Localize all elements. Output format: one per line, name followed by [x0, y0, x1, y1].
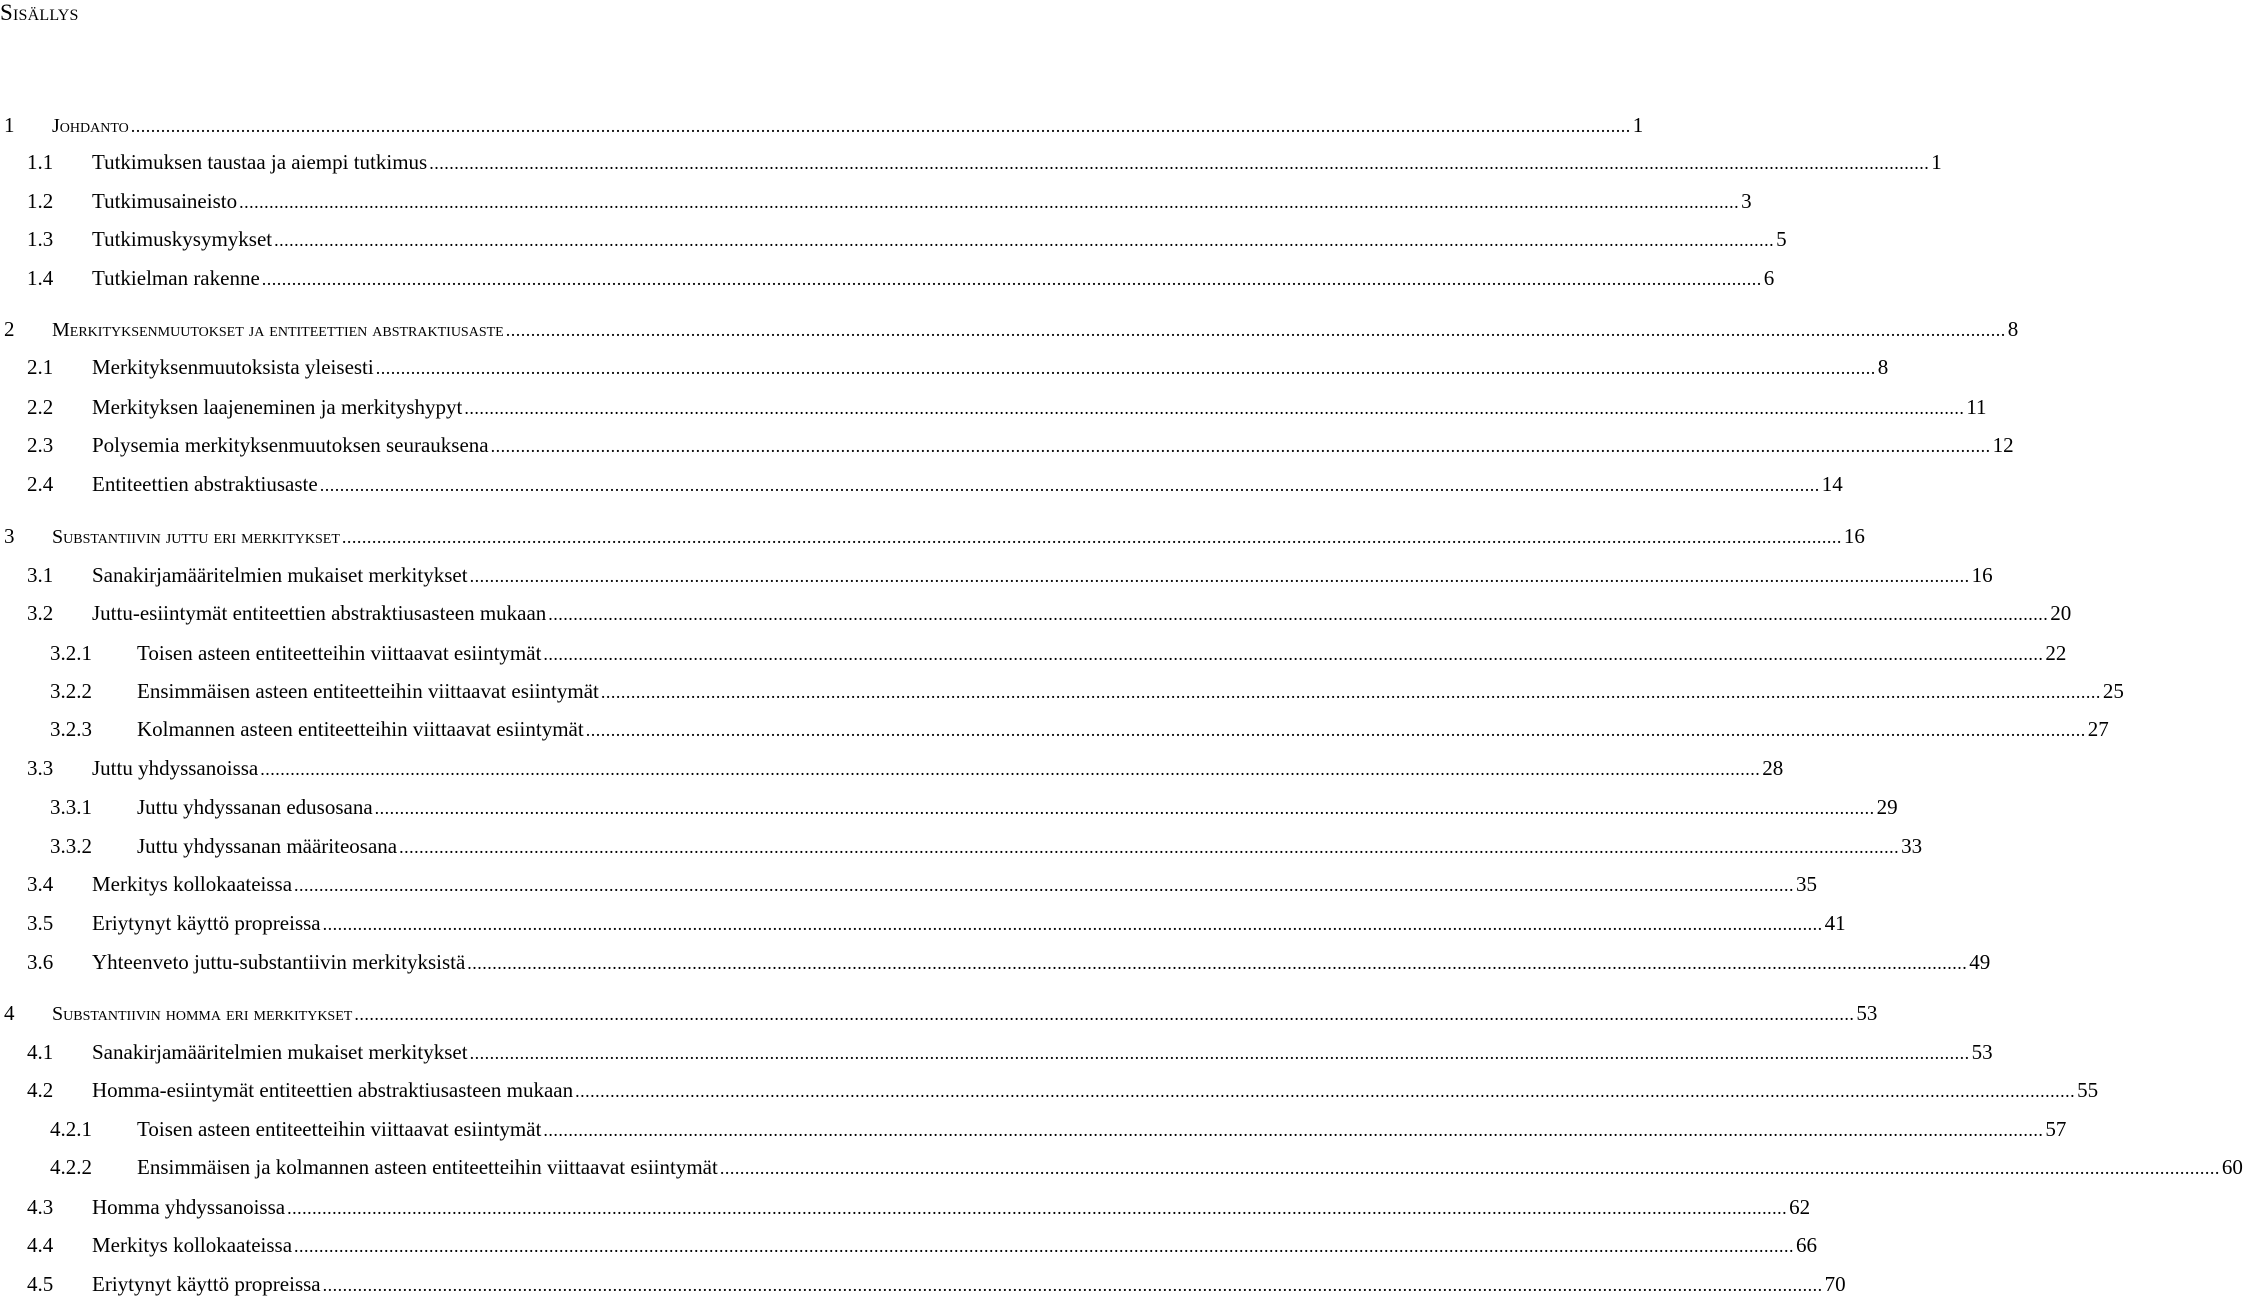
toc-entry-number: 2.2 — [27, 395, 54, 419]
dot-leader: ............................................................................................................................................................................................................................................................................................................ — [467, 953, 1968, 973]
toc-entry-title: Merkityksenmuutokset ja entiteettien abstraktiusaste — [52, 319, 504, 341]
toc-entry[interactable] — [0, 316, 2019, 342]
dot-leader: ............................................................................................................................................................................................................................................................................................................ — [469, 566, 1970, 586]
toc-entry[interactable] — [0, 716, 2109, 742]
toc-entry-number: 3.2.3 — [50, 717, 92, 741]
toc-entry-page: 3 — [1741, 189, 1752, 213]
toc-entry-page: 12 — [1992, 433, 2014, 457]
toc-entry[interactable] — [0, 1077, 2099, 1103]
toc-entry-page: 28 — [1762, 756, 1784, 780]
toc-entry[interactable] — [0, 523, 1865, 549]
dot-leader: ............................................................................................................................................................................................................................................................................................................ — [319, 475, 1820, 495]
toc-entry-number: 3.2 — [27, 601, 54, 625]
toc-entry-title: Juttu yhdyssanan määriteosana — [137, 834, 398, 858]
toc-entry-title: Toisen asteen entiteetteihin viittaavat esiintymät — [137, 1117, 542, 1141]
toc-entry-title: Merkitys kollokaateissa — [92, 1233, 293, 1257]
dot-leader: ............................................................................................................................................................................................................................................................................................................ — [585, 720, 2086, 740]
toc-entry-number: 1.3 — [27, 227, 54, 251]
dot-leader: ............................................................................................................................................................................................................................................................................................................ — [543, 1120, 2044, 1140]
toc-entry-page: 35 — [1796, 872, 1818, 896]
dot-leader: ............................................................................................................................................................................................................................................................................................................ — [469, 1043, 1970, 1063]
toc-entry-page: 25 — [2102, 679, 2124, 703]
toc-entry-page: 41 — [1824, 911, 1846, 935]
toc-entry-title: Eriytynyt käyttö propreissa — [92, 911, 321, 935]
toc-entry-title: Juttu yhdyssanan edusosana — [137, 795, 373, 819]
toc-entry-page: 70 — [1824, 1272, 1846, 1296]
toc-entry-title: Juttu yhdyssanoissa — [92, 756, 259, 780]
dot-leader: ............................................................................................................................................................................................................................................................................................................ — [375, 358, 1876, 378]
toc-entry-number: 4.2.1 — [50, 1117, 92, 1141]
toc-entry-title: Substantiivin juttu eri merkitykset — [52, 526, 340, 548]
toc-entry-number: 3.4 — [27, 872, 54, 896]
toc-entry-page: 27 — [2087, 717, 2109, 741]
toc-entry-page: 1 — [1931, 150, 1942, 174]
toc-entry[interactable] — [0, 833, 1923, 859]
dot-leader: ............................................................................................................................................................................................................................................................................................................ — [600, 682, 2101, 702]
toc-entry-title: Merkityksenmuutoksista yleisesti — [92, 355, 374, 379]
toc-entry-number: 2.4 — [27, 472, 54, 496]
page-title: Sisällys — [0, 0, 79, 25]
dot-leader: ............................................................................................................................................................................................................................................................................................................ — [294, 1236, 1795, 1256]
dot-leader: ............................................................................................................................................................................................................................................................................................................ — [239, 192, 1740, 212]
dot-leader: ............................................................................................................................................................................................................................................................................................................ — [260, 759, 1761, 779]
dot-leader: ............................................................................................................................................................................................................................................................................................................ — [274, 230, 1775, 250]
toc-entry-page: 16 — [1843, 524, 1865, 548]
toc-entry-page: 55 — [2077, 1078, 2099, 1102]
toc-entry[interactable] — [0, 600, 2072, 626]
toc-entry-title: Juttu-esiintymät entiteettien abstraktiusasteen mukaan — [92, 601, 547, 625]
dot-leader: ............................................................................................................................................................................................................................................................................................................ — [130, 116, 1631, 136]
toc-entry-number: 4.2.2 — [50, 1155, 92, 1179]
dot-leader: ............................................................................................................................................................................................................................................................................................................ — [322, 1275, 1823, 1295]
toc-entry-number: 3 — [4, 524, 15, 548]
toc-entry-title: Eriytynyt käyttö propreissa — [92, 1272, 321, 1296]
toc-entry-number: 3.3.1 — [50, 795, 92, 819]
dot-leader: ............................................................................................................................................................................................................................................................................................................ — [505, 320, 2006, 340]
toc-entry-number: 2.1 — [27, 355, 54, 379]
toc-entry-page: 20 — [2050, 601, 2072, 625]
toc-entry-page: 5 — [1776, 227, 1787, 251]
toc-entry-number: 3.2.2 — [50, 679, 92, 703]
toc-entry-title: Polysemia merkityksenmuutoksen seurauksena — [92, 433, 489, 457]
dot-leader: ............................................................................................................................................................................................................................................................................................................ — [261, 269, 1762, 289]
toc-entry-title: Merkityksen laajeneminen ja merkityshypyt — [92, 395, 463, 419]
dot-leader: ............................................................................................................................................................................................................................................................................................................ — [354, 1004, 1855, 1024]
toc-entry[interactable] — [0, 910, 1846, 936]
toc-entry[interactable] — [0, 871, 1818, 897]
toc-entry-page: 62 — [1789, 1195, 1811, 1219]
toc-entry-title: Yhteenveto juttu-substantiivin merkityksistä — [92, 950, 466, 974]
toc-entry[interactable] — [0, 794, 1898, 820]
toc-entry-page: 57 — [2045, 1117, 2067, 1141]
dot-leader: ............................................................................................................................................................................................................................................................................................................ — [543, 644, 2044, 664]
toc-entry-number: 2 — [4, 317, 15, 341]
toc-entry-number: 3.5 — [27, 911, 54, 935]
toc-entry[interactable] — [0, 471, 1843, 497]
toc-entry-page: 66 — [1796, 1233, 1818, 1257]
toc-entry-page: 8 — [1877, 355, 1889, 379]
toc-entry-number: 3.3 — [27, 756, 54, 780]
toc-entry-page: 60 — [2221, 1155, 2243, 1179]
toc-entry[interactable] — [0, 1000, 1878, 1026]
dot-leader: ............................................................................................................................................................................................................................................................................................................ — [374, 798, 1875, 818]
toc-entry-title: Johdanto — [52, 115, 129, 137]
toc-entry-number: 4.4 — [27, 1233, 54, 1257]
toc-entry-page: 1 — [1632, 113, 1644, 137]
toc-entry[interactable] — [0, 1039, 1993, 1065]
dot-leader: ............................................................................................................................................................................................................................................................................................................ — [399, 837, 1900, 857]
toc-entry-title: Sanakirjamääritelmien mukaiset merkitykset — [92, 563, 468, 587]
toc-entry-title: Homma-esiintymät entiteettien abstraktiusasteen mukaan — [92, 1078, 574, 1102]
dot-leader: ............................................................................................................................................................................................................................................................................................................ — [322, 914, 1823, 934]
toc-entry[interactable] — [0, 112, 1644, 138]
toc-entry-title: Substantiivin homma eri merkitykset — [52, 1003, 353, 1025]
dot-leader: ............................................................................................................................................................................................................................................................................................................ — [464, 398, 1965, 418]
toc-entry[interactable] — [0, 678, 2124, 704]
toc-entry[interactable] — [0, 562, 1993, 588]
toc-entry-title: Toisen asteen entiteetteihin viittaavat esiintymät — [137, 641, 542, 665]
toc-entry-number: 4.3 — [27, 1195, 54, 1219]
toc-entry-number: 4.1 — [27, 1040, 54, 1064]
dot-leader: ............................................................................................................................................................................................................................................................................................................ — [548, 604, 2049, 624]
toc-entry-page: 49 — [1969, 950, 1991, 974]
dot-leader: ............................................................................................................................................................................................................................................................................................................ — [341, 527, 1842, 547]
toc-entry-number: 1.2 — [27, 189, 54, 213]
toc-entry-page: 29 — [1876, 795, 1898, 819]
toc-entry-number: 1.4 — [27, 266, 54, 290]
toc-entry[interactable] — [0, 1116, 2067, 1142]
toc-entry-number: 4.5 — [27, 1272, 54, 1296]
toc-entry-page: 53 — [1856, 1001, 1878, 1025]
toc-entry-number: 2.3 — [27, 433, 54, 457]
toc-entry-number: 3.3.2 — [50, 834, 92, 858]
toc-entry[interactable] — [0, 149, 1942, 175]
toc-entry-number: 1 — [4, 113, 15, 137]
toc-entry-title: Homma yhdyssanoissa — [92, 1195, 286, 1219]
dot-leader: ............................................................................................................................................................................................................................................................................................................ — [294, 875, 1795, 895]
toc-entry-title: Tutkielman rakenne — [92, 266, 260, 290]
toc-entry-title: Sanakirjamääritelmien mukaiset merkitykset — [92, 1040, 468, 1064]
toc-entry[interactable] — [0, 640, 2067, 666]
toc-entry-page: 16 — [1971, 563, 1993, 587]
toc-entry[interactable] — [0, 226, 1787, 252]
dot-leader: ............................................................................................................................................................................................................................................................................................................ — [575, 1081, 2076, 1101]
dot-leader: ............................................................................................................................................................................................................................................................................................................ — [287, 1198, 1788, 1218]
dot-leader: ............................................................................................................................................................................................................................................................................................................ — [490, 436, 1991, 456]
toc-entry[interactable] — [0, 394, 1987, 420]
toc-entry-title: Ensimmäisen asteen entiteetteihin viittaavat esiintymät — [137, 679, 599, 703]
dot-leader: ............................................................................................................................................................................................................................................................................................................ — [719, 1158, 2220, 1178]
toc-entry-page: 11 — [1966, 395, 1987, 419]
toc-entry-title: Merkitys kollokaateissa — [92, 872, 293, 896]
toc-entry[interactable] — [0, 265, 1775, 291]
toc-entry-page: 22 — [2045, 641, 2067, 665]
toc-entry-title: Ensimmäisen ja kolmannen asteen entiteetteihin viittaavat esiintymät — [137, 1155, 718, 1179]
toc-entry-number: 1.1 — [27, 150, 54, 174]
toc-entry[interactable] — [0, 1154, 2243, 1180]
toc-entry-title: Tutkimuksen taustaa ja aiempi tutkimus — [92, 150, 428, 174]
toc-entry-page: 14 — [1821, 472, 1843, 496]
toc-entry[interactable] — [0, 1194, 1811, 1220]
toc-entry-page: 6 — [1763, 266, 1775, 290]
toc-entry-number: 3.6 — [27, 950, 54, 974]
toc-entry-page: 8 — [2007, 317, 2019, 341]
toc-entry[interactable] — [0, 1271, 1846, 1297]
toc-entry-page: 33 — [1901, 834, 1923, 858]
toc-entry[interactable] — [0, 432, 2014, 458]
toc-entry-title: Tutkimusaineisto — [92, 189, 238, 213]
toc-entry-number: 4.2 — [27, 1078, 54, 1102]
toc-entry-title: Kolmannen asteen entiteetteihin viittaavat esiintymät — [137, 717, 584, 741]
toc-entry-page: 53 — [1971, 1040, 1993, 1064]
toc-entry[interactable] — [0, 949, 1991, 975]
toc-entry[interactable] — [0, 354, 1889, 380]
toc-entry[interactable] — [0, 188, 1752, 214]
toc-entry-title: Tutkimuskysymykset — [92, 227, 273, 251]
toc-entry[interactable] — [0, 1232, 1818, 1258]
toc-entry-number: 3.1 — [27, 563, 54, 587]
toc-entry[interactable] — [0, 755, 1784, 781]
toc-entry-title: Entiteettien abstraktiusaste — [92, 472, 318, 496]
toc-entry-number: 4 — [4, 1001, 15, 1025]
toc-entry-number: 3.2.1 — [50, 641, 92, 665]
dot-leader: ............................................................................................................................................................................................................................................................................................................ — [429, 153, 1930, 173]
